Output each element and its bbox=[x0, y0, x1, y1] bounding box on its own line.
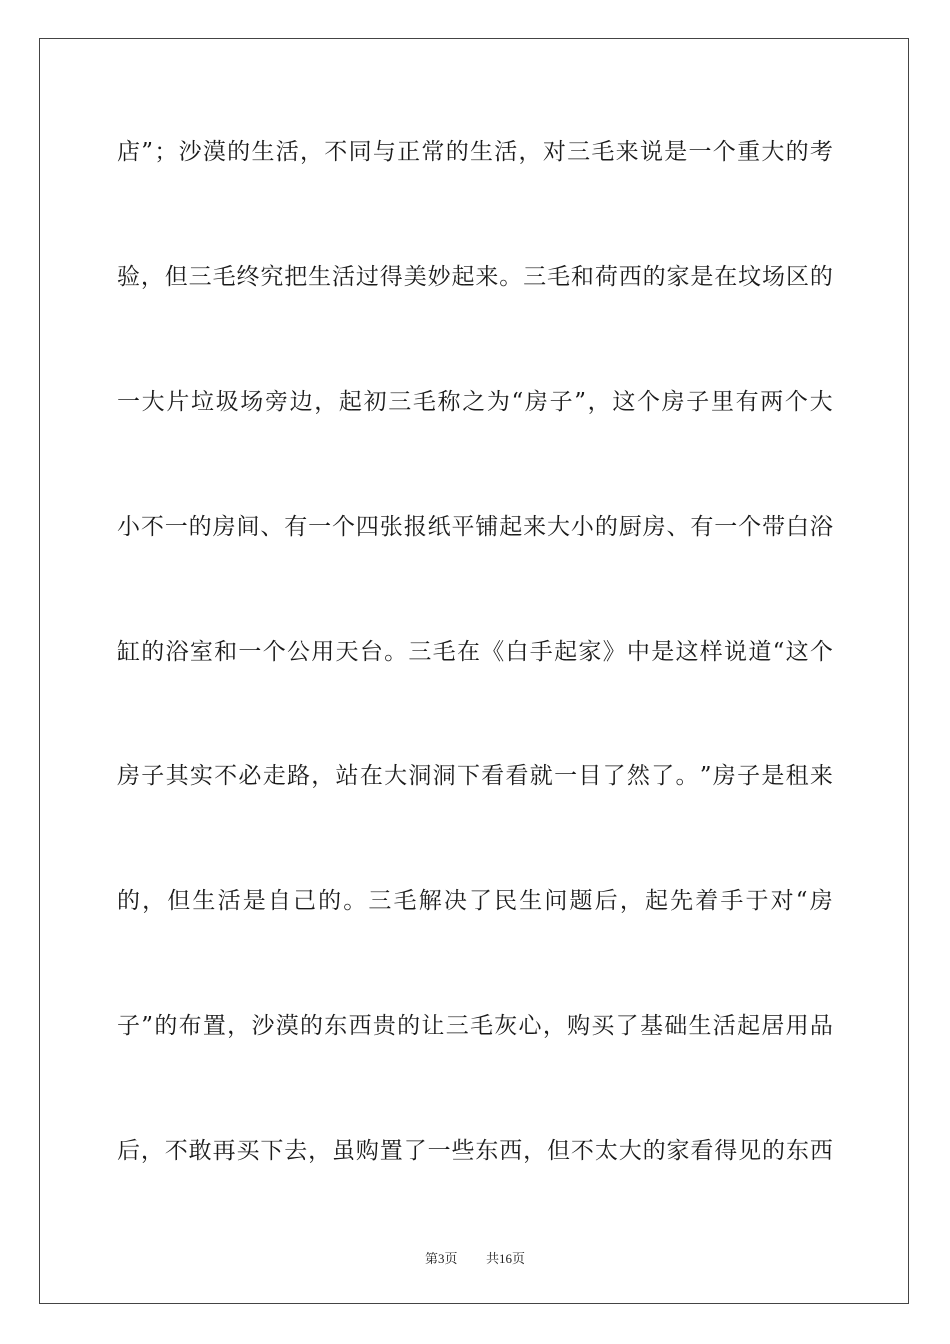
page-footer bbox=[0, 1248, 950, 1267]
page-border bbox=[39, 38, 909, 1304]
text-line: 缸 的 浴 室 和 一 个 公 用 天 台 。 三 毛 在 《 白 手 起 家 》 中 是 这 样 说 道 “ 这 个 bbox=[117, 639, 833, 665]
text-line: 店 ” ； 沙 漠 的 生 活 ， 不 同 与 正 常 的 生 活 ， 对 三 毛 来 说 是 一 个 重 大 的 考 bbox=[117, 139, 833, 165]
text-line: 小 不 一 的 房 间 、 有 一 个 四 张 报 纸 平 铺 起 来 大 小 的 厨 房 、 有 一 个 带 白 浴 bbox=[117, 514, 833, 540]
text-line: 的 ， 但 生 活 是 自 己 的 。 三 毛 解 决 了 民 生 问 题 后 ， 起 先 着 手 于 对 “ 房 bbox=[117, 888, 833, 914]
text-line: 一 大 片 垃 圾 场 旁 边 ， 起 初 三 毛 称 之 为 “ 房 子 ” ， 这 个 房 子 里 有 两 个 大 bbox=[117, 389, 833, 415]
text-line: 验 ， 但 三 毛 终 究 把 生 活 过 得 美 妙 起 来 。 三 毛 和 荷 西 的 家 是 在 坟 场 区 的 bbox=[117, 264, 833, 290]
text-line: 子 ” 的 布 置 ， 沙 漠 的 东 西 贵 的 让 三 毛 灰 心 ， 购 买 了 基 础 生 活 起 居 用 品 bbox=[117, 1013, 833, 1039]
text-line: 后 ， 不 敢 再 买 下 去 ， 虽 购 置 了 一 些 东 西 ， 但 不 太 大 的 家 看 得 见 的 东 西 bbox=[117, 1138, 833, 1164]
total-pages: 共16页 bbox=[486, 1251, 526, 1266]
text-line: 房 子 其 实 不 必 走 路 ， 站 在 大 洞 洞 下 看 看 就 一 目 了 然 了 。 ” 房 子 是 租 来 bbox=[117, 763, 833, 789]
page-number: 第3页 bbox=[424, 1251, 458, 1266]
